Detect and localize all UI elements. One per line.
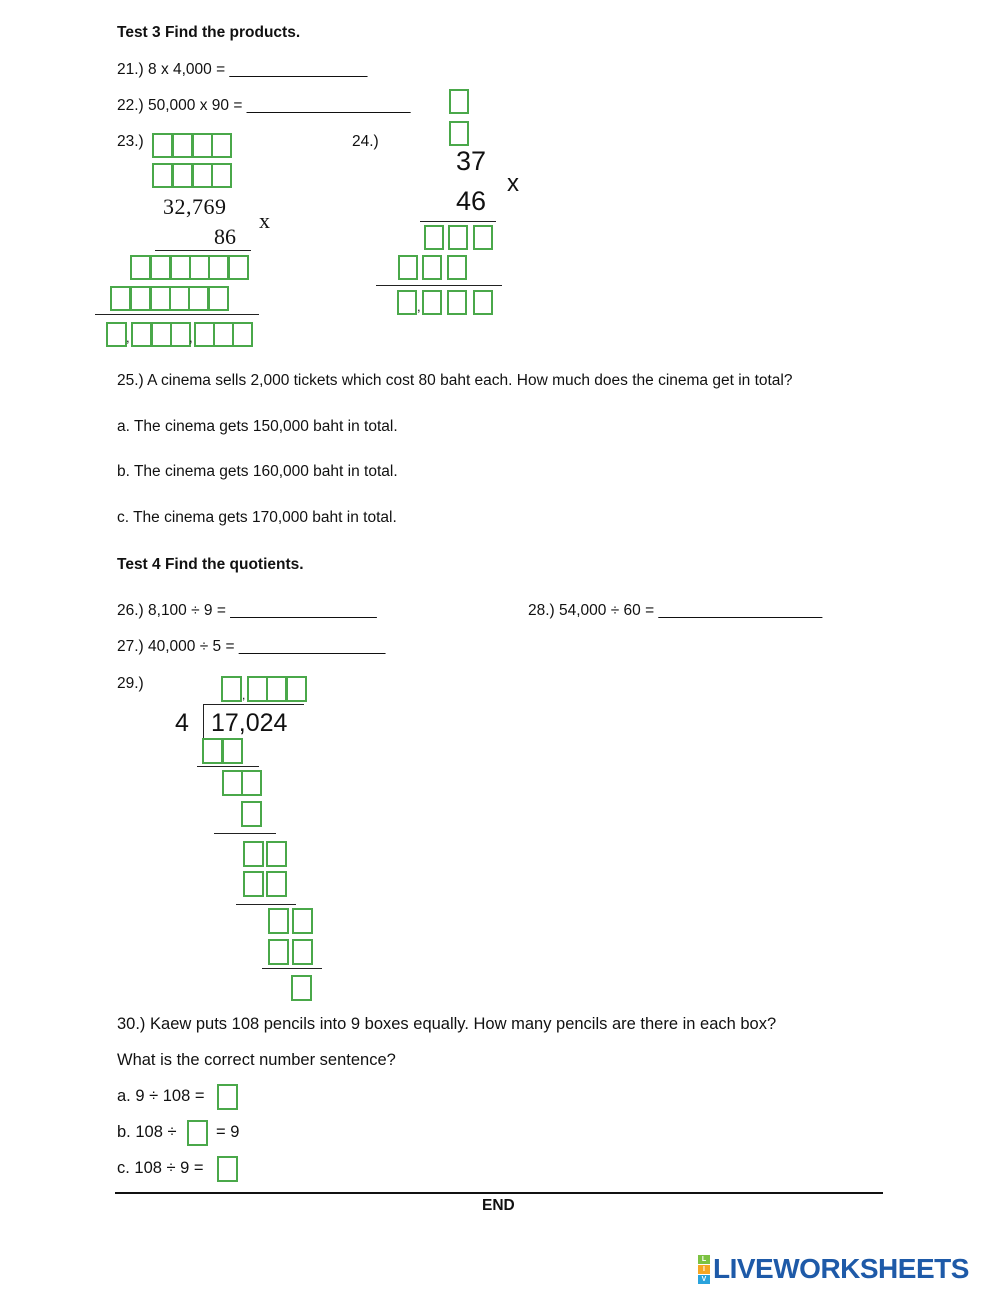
q29-dividend: 17,024 [211,709,288,737]
answer-box[interactable] [172,163,193,188]
answer-box[interactable] [151,322,172,347]
q29-division-bracket [203,704,204,738]
answer-box[interactable] [473,225,493,250]
q29-line-1 [197,766,259,767]
question-23-label: 23.) [117,133,144,150]
q23-times-sign: x [259,208,270,233]
answer-box[interactable] [188,286,209,311]
answer-box[interactable] [397,290,417,315]
answer-box[interactable] [232,322,253,347]
answer-box[interactable] [398,255,418,280]
q30-option-a: a. 9 ÷ 108 = [117,1087,205,1105]
question-29-label: 29.) [117,675,144,692]
answer-box[interactable] [131,322,152,347]
q23-line-2 [95,314,259,315]
q25-option-a[interactable]: a. The cinema gets 150,000 baht in total. [117,418,398,435]
answer-box[interactable] [192,133,213,158]
q24-multiplier: 46 [456,186,487,216]
answer-box[interactable] [447,290,467,315]
answer-box[interactable] [110,286,131,311]
answer-box[interactable] [286,676,307,702]
answer-box[interactable] [241,770,262,796]
answer-box[interactable] [422,290,442,315]
logo-tiles-icon [698,1255,710,1284]
answer-box[interactable] [221,676,242,702]
answer-box[interactable] [172,133,193,158]
q30-option-b-right: = 9 [216,1123,240,1141]
answer-box[interactable] [291,975,312,1001]
answer-box[interactable] [170,322,191,347]
answer-box[interactable] [211,163,232,188]
q23-comma-2: , [189,330,193,345]
answer-box[interactable] [189,255,210,280]
answer-box[interactable] [243,871,264,897]
test4-heading: Test 4 Find the quotients. [117,556,304,573]
answer-box[interactable] [217,1084,238,1110]
q24-multiplicand: 37 [456,146,487,176]
answer-box[interactable] [202,738,223,764]
question-22: 22.) 50,000 x 90 = ___________________ [117,97,411,114]
q29-line-4 [262,968,322,969]
q24-times-sign: x [507,170,519,197]
liveworksheets-logo [698,1254,969,1284]
question-21: 21.) 8 x 4,000 = ________________ [117,61,368,78]
q29-line-3 [236,904,296,905]
answer-box[interactable] [473,290,493,315]
q29-line-2 [214,833,276,834]
answer-box[interactable] [424,225,444,250]
test3-heading: Test 3 Find the products. [117,24,301,41]
answer-box[interactable] [150,286,171,311]
q24-line-1 [420,221,496,222]
answer-box[interactable] [208,286,229,311]
answer-box[interactable] [243,841,264,867]
question-28: 28.) 54,000 ÷ 60 = ___________________ [528,602,823,619]
answer-box[interactable] [211,133,232,158]
q25-option-c[interactable]: c. The cinema gets 170,000 baht in total. [117,509,397,526]
logo-tile: I [698,1265,710,1274]
answer-box[interactable] [150,255,171,280]
question-24-label: 24.) [352,133,379,150]
answer-box[interactable] [266,676,287,702]
answer-box[interactable] [292,908,313,934]
answer-box[interactable] [130,286,151,311]
answer-box[interactable] [449,89,469,114]
logo-tile: V [698,1275,710,1284]
answer-box[interactable] [170,255,191,280]
answer-box[interactable] [152,163,173,188]
q29-division-bar [204,704,304,705]
question-30-sub: What is the correct number sentence? [117,1051,396,1069]
q30-option-b-left: b. 108 ÷ [117,1123,177,1141]
answer-box[interactable] [217,1156,238,1182]
question-27: 27.) 40,000 ÷ 5 = _________________ [117,638,386,655]
answer-box[interactable] [194,322,215,347]
answer-box[interactable] [448,225,468,250]
q24-line-2 [376,285,502,286]
answer-box[interactable] [449,121,469,146]
answer-box[interactable] [222,770,243,796]
question-30: 30.) Kaew puts 108 pencils into 9 boxes equally. How many pencils are there in each box? [117,1015,777,1033]
end-label: END [482,1197,515,1214]
q23-comma-1: , [126,330,130,345]
answer-box[interactable] [213,322,234,347]
q25-option-b[interactable]: b. The cinema gets 160,000 baht in total. [117,463,398,480]
answer-box[interactable] [130,255,151,280]
answer-box[interactable] [268,908,289,934]
answer-box[interactable] [422,255,442,280]
answer-box[interactable] [228,255,249,280]
answer-box[interactable] [241,801,262,827]
q30-option-c: c. 108 ÷ 9 = [117,1159,204,1177]
q23-multiplier: 86 [214,224,236,249]
q29-comma: , [242,688,246,702]
end-divider [115,1192,883,1194]
answer-box[interactable] [292,939,313,965]
answer-box[interactable] [266,841,287,867]
answer-box[interactable] [192,163,213,188]
question-26: 26.) 8,100 ÷ 9 = _________________ [117,602,377,619]
q23-multiplicand: 32,769 [163,194,227,219]
answer-box[interactable] [152,133,173,158]
answer-box[interactable] [266,871,287,897]
answer-box[interactable] [447,255,467,280]
answer-box[interactable] [187,1120,208,1146]
answer-box[interactable] [106,322,127,347]
logo-tile: L [698,1255,710,1264]
answer-box[interactable] [268,939,289,965]
q23-line-1 [155,250,251,251]
q29-divisor: 4 [175,709,189,737]
answer-box[interactable] [208,255,229,280]
logo-text: LIVEWORKSHEETS [713,1253,969,1284]
answer-box[interactable] [169,286,190,311]
question-25: 25.) A cinema sells 2,000 tickets which cost 80 baht each. How much does the cinema get in total? [117,372,793,389]
q24-comma: , [417,299,421,314]
answer-box[interactable] [222,738,243,764]
answer-box[interactable] [247,676,268,702]
